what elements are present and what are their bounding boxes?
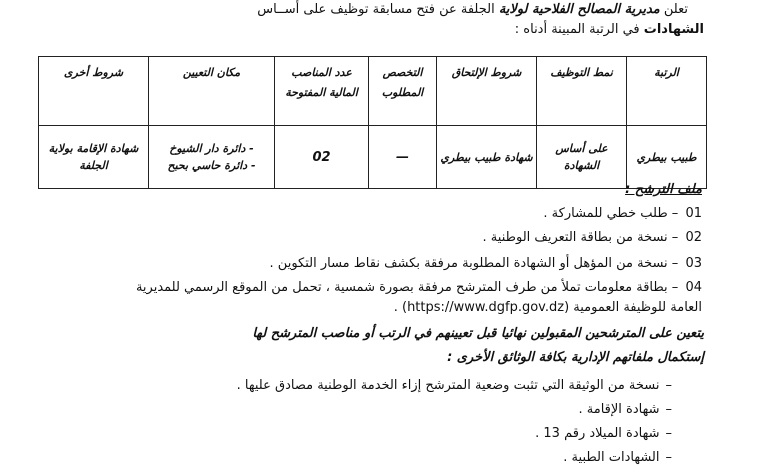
item-number: 01 xyxy=(685,206,702,221)
document-text: شهادة الإقامة . xyxy=(578,402,660,417)
table-row xyxy=(39,126,707,189)
intro-organization: مديرية المصالح الفلاحية لولاية xyxy=(498,2,660,17)
cell-open-posts: 02 xyxy=(275,126,369,189)
note-line-1: يتعين على المترشحين المقبولين نهائيا قبل تعيينهم في الرتب أو مناصب المترشح لها xyxy=(252,326,704,341)
cell-specialty: — xyxy=(369,126,437,189)
place-line-2: - دائرة حاسي بحبح xyxy=(167,159,256,172)
note-line-2: إستكمال ملفاتهم الإدارية بكافة الوثائق الأخرى : xyxy=(447,350,704,365)
cell-recruitment-mode: على أساس الشهادة xyxy=(537,126,627,189)
header-rank: الرتبة xyxy=(627,57,707,126)
item-text: – نسخة من بطاقة التعريف الوطنية . xyxy=(482,230,679,245)
intro-suffix: الجلفة عن فتح مسابقة توظيف على أســاس xyxy=(257,2,495,17)
header-other-conditions: شروط أخرى xyxy=(39,57,149,126)
cell-assignment-place xyxy=(149,126,275,189)
cell-rank: طبيب بيطري xyxy=(627,126,707,189)
list-item xyxy=(237,378,672,393)
header-specialty: التخصص المطلوب xyxy=(369,57,437,126)
bullet-dash: – xyxy=(665,426,672,441)
item-number: 03 xyxy=(685,256,702,271)
list-item-continuation: العامة للوظيفة العمومية (https://www.dgfp.gov.dz) . xyxy=(393,300,702,315)
table-header-row xyxy=(39,57,707,126)
list-item xyxy=(136,280,702,295)
place-line-1: - دائرة دار الشيوخ xyxy=(169,142,254,155)
item-text: – نسخة من المؤهل أو الشهادة المطلوبة مرفقة بكشف نقاط مسار التكوين . xyxy=(269,256,679,271)
positions-table xyxy=(38,56,707,189)
header-open-posts: عدد المناصب المالية المفتوحة xyxy=(275,57,369,126)
list-item xyxy=(535,426,672,441)
header-conditions: شروط الإلتحاق xyxy=(437,57,537,126)
item-text: – طلب خطي للمشاركة . xyxy=(543,206,679,221)
bullet-dash: – xyxy=(665,402,672,417)
list-item xyxy=(270,256,702,271)
intro-line-1 xyxy=(28,2,688,17)
intro-line-2 xyxy=(515,22,704,37)
header-recruitment-mode: نمط التوظيف xyxy=(537,57,627,126)
cell-other-conditions: شهادة الإقامة بولاية الجلفة xyxy=(39,126,149,189)
bullet-dash: – xyxy=(665,378,672,393)
list-item xyxy=(543,206,702,221)
application-file-title: ملف الترشح : xyxy=(625,182,702,197)
intro-rest: في الرتبة المبينة أدناه : xyxy=(514,22,640,37)
item-text: – بطاقة معلومات تملأ من طرف المترشح مرفقة بصورة شمسية ، تحمل من الموقع الرسمي للمديرية xyxy=(135,280,679,295)
list-item xyxy=(563,450,672,465)
header-assignment-place: مكان التعيين xyxy=(149,57,275,126)
list-item xyxy=(483,230,702,245)
intro-certificates: الشهادات xyxy=(643,22,704,37)
document-text: شهادة الميلاد رقم 13 . xyxy=(535,426,660,441)
cell-conditions: شهادة طبيب بيطري xyxy=(437,126,537,189)
item-number: 04 xyxy=(685,280,702,295)
intro-prefix: تعلن xyxy=(663,2,688,17)
list-item xyxy=(579,402,672,417)
document-text: نسخة من الوثيقة التي تثبت وضعية المترشح إزاء الخدمة الوطنية مصادق عليها . xyxy=(236,378,660,393)
bullet-dash: – xyxy=(665,450,672,465)
item-number: 02 xyxy=(685,230,702,245)
document-text: الشهادات الطبية . xyxy=(563,450,660,465)
